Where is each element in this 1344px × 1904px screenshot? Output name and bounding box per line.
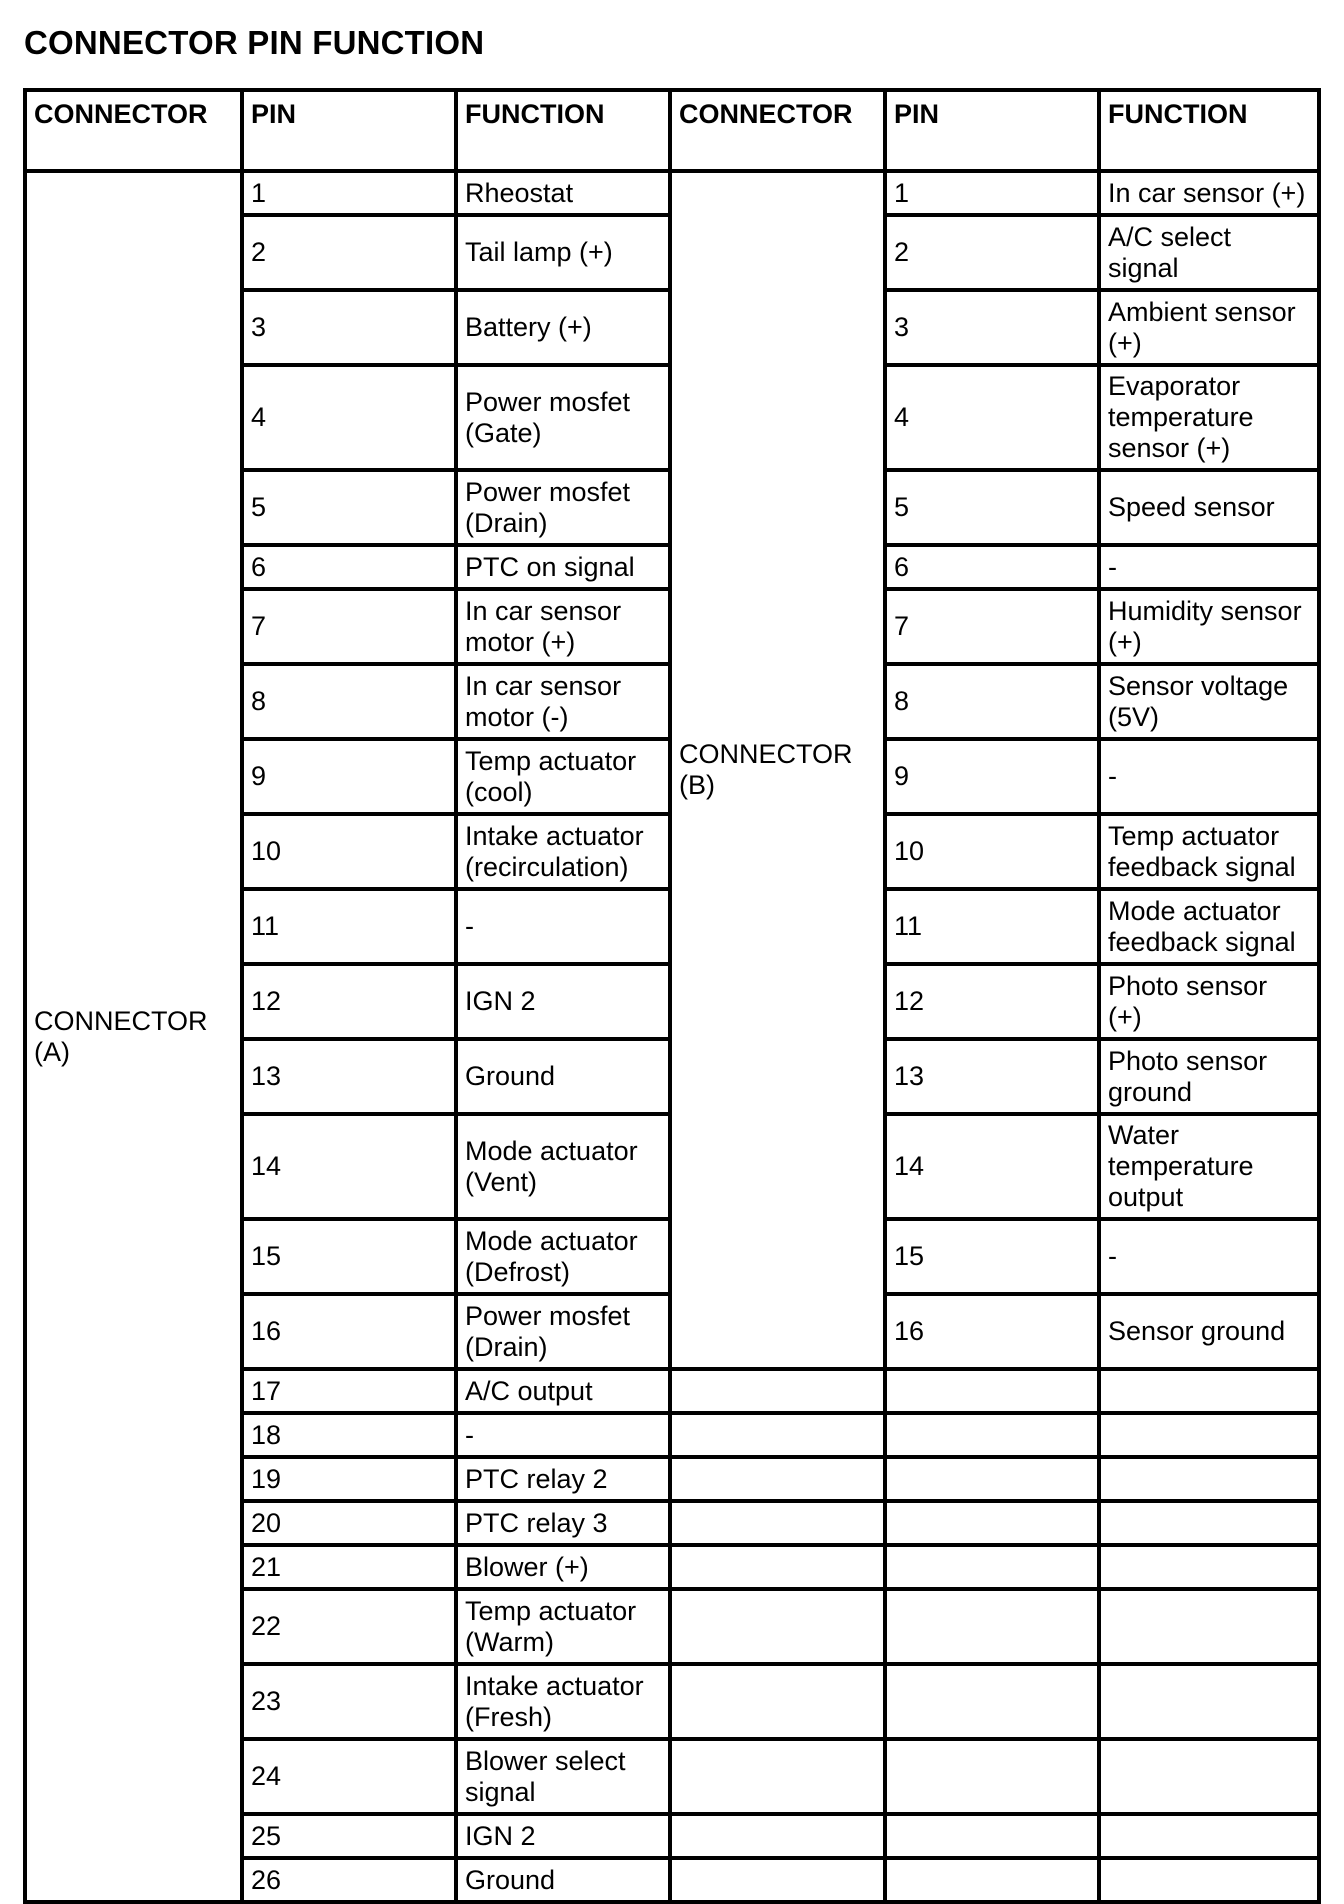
pin-function-b: Mode actuator feedback signal [1101, 891, 1317, 966]
pin-number-a: 8 [244, 666, 458, 741]
pin-function-a: PTC on signal [458, 547, 672, 591]
pin-number-a: 16 [244, 1296, 458, 1371]
pin-number-a: 12 [244, 966, 458, 1041]
pin-number-a: 15 [244, 1221, 458, 1296]
pin-number-a: 7 [244, 591, 458, 666]
pin-function-a: IGN 2 [458, 966, 672, 1041]
pin-number-b: 16 [887, 1296, 1101, 1371]
pin-number-a: 24 [244, 1741, 458, 1816]
pin-number-b: 11 [887, 891, 1101, 966]
pin-number-b [887, 1741, 1101, 1816]
connector-b-empty-cell [672, 1591, 887, 1666]
pin-number-b: 6 [887, 547, 1101, 591]
pin-function-b [1101, 1591, 1317, 1666]
connector-b-empty-cell [672, 1371, 887, 1415]
pin-number-a: 3 [244, 292, 458, 367]
pin-number-b [887, 1860, 1101, 1900]
pin-number-a: 20 [244, 1503, 458, 1547]
pin-number-b [887, 1816, 1101, 1860]
pin-number-b: 13 [887, 1041, 1101, 1116]
pin-function-b: In car sensor (+) [1101, 173, 1317, 217]
pin-number-a: 19 [244, 1459, 458, 1503]
pin-function-b: Sensor voltage (5V) [1101, 666, 1317, 741]
connector-b-empty-cell [672, 1666, 887, 1741]
pin-number-a: 2 [244, 217, 458, 292]
pin-number-a: 10 [244, 816, 458, 891]
connector-a-label: CONNECTOR (A) [27, 173, 244, 1900]
connector-b-empty-cell [672, 1547, 887, 1591]
pin-number-a: 18 [244, 1415, 458, 1459]
connector-b-empty-cell [672, 1741, 887, 1816]
pin-function-a: Temp actuator (Warm) [458, 1591, 672, 1666]
pin-function-b: Evaporator temperature sensor (+) [1101, 367, 1317, 472]
pin-number-b: 9 [887, 741, 1101, 816]
pin-number-a: 25 [244, 1816, 458, 1860]
header-function-a: FUNCTION [458, 92, 672, 173]
pin-function-a: A/C output [458, 1371, 672, 1415]
pin-number-b: 5 [887, 472, 1101, 547]
pin-function-a: Rheostat [458, 173, 672, 217]
pin-function-a: Ground [458, 1860, 672, 1900]
pin-function-a: In car sensor motor (+) [458, 591, 672, 666]
pin-function-a: Intake actuator (Fresh) [458, 1666, 672, 1741]
pin-function-b: Photo sensor ground [1101, 1041, 1317, 1116]
pin-function-a: Power mosfet (Gate) [458, 367, 672, 472]
pin-function-b: Water temperature output [1101, 1116, 1317, 1221]
pin-number-b: 2 [887, 217, 1101, 292]
pin-function-b [1101, 1666, 1317, 1741]
pin-function-b [1101, 1547, 1317, 1591]
connector-b-empty-cell [672, 1503, 887, 1547]
pin-number-a: 4 [244, 367, 458, 472]
pin-function-b [1101, 1503, 1317, 1547]
pin-function-b: A/C select signal [1101, 217, 1317, 292]
pin-function-b: - [1101, 741, 1317, 816]
pin-number-b [887, 1503, 1101, 1547]
pin-function-b [1101, 1860, 1317, 1900]
pin-function-b [1101, 1415, 1317, 1459]
pin-function-table [23, 88, 1321, 1904]
pin-function-b: Photo sensor (+) [1101, 966, 1317, 1041]
pin-function-a: Blower (+) [458, 1547, 672, 1591]
pin-number-b [887, 1591, 1101, 1666]
header-pin-b: PIN [887, 92, 1101, 173]
table-row [27, 173, 1317, 217]
pin-function-a: Ground [458, 1041, 672, 1116]
pin-number-b: 14 [887, 1116, 1101, 1221]
pin-function-a: PTC relay 2 [458, 1459, 672, 1503]
pin-function-b [1101, 1741, 1317, 1816]
header-pin-a: PIN [244, 92, 458, 173]
pin-number-a: 6 [244, 547, 458, 591]
pin-number-b: 1 [887, 173, 1101, 217]
pin-function-a: - [458, 1415, 672, 1459]
pin-function-a: Intake actuator (recirculation) [458, 816, 672, 891]
pin-function-b: Ambient sensor (+) [1101, 292, 1317, 367]
pin-function-a: Tail lamp (+) [458, 217, 672, 292]
header-function-b: FUNCTION [1101, 92, 1317, 173]
pin-number-a: 22 [244, 1591, 458, 1666]
pin-number-a: 13 [244, 1041, 458, 1116]
pin-function-b: Temp actuator feedback signal [1101, 816, 1317, 891]
pin-number-a: 11 [244, 891, 458, 966]
page-title: CONNECTOR PIN FUNCTION [24, 24, 485, 61]
pin-number-b [887, 1547, 1101, 1591]
connector-b-empty-cell [672, 1459, 887, 1503]
pin-number-b [887, 1371, 1101, 1415]
pin-function-b [1101, 1816, 1317, 1860]
pin-number-a: 9 [244, 741, 458, 816]
pin-function-a: Blower select signal [458, 1741, 672, 1816]
pin-number-a: 21 [244, 1547, 458, 1591]
pin-function-b [1101, 1459, 1317, 1503]
pin-function-a: In car sensor motor (-) [458, 666, 672, 741]
pin-number-b: 3 [887, 292, 1101, 367]
pin-number-a: 1 [244, 173, 458, 217]
pin-number-b [887, 1666, 1101, 1741]
pin-number-b: 15 [887, 1221, 1101, 1296]
pin-function-a: - [458, 891, 672, 966]
pin-number-b: 8 [887, 666, 1101, 741]
header-connector-a: CONNECTOR [27, 92, 244, 173]
pin-function-b: - [1101, 1221, 1317, 1296]
pin-function-b [1101, 1371, 1317, 1415]
pin-function-a: Battery (+) [458, 292, 672, 367]
pin-number-b [887, 1459, 1101, 1503]
header-connector-b: CONNECTOR [672, 92, 887, 173]
pin-number-a: 17 [244, 1371, 458, 1415]
header-row [27, 92, 1317, 173]
pin-number-a: 14 [244, 1116, 458, 1221]
connector-b-empty-cell [672, 1860, 887, 1900]
pin-function-a: IGN 2 [458, 1816, 672, 1860]
pin-number-a: 23 [244, 1666, 458, 1741]
pin-number-b: 10 [887, 816, 1101, 891]
pin-number-a: 26 [244, 1860, 458, 1900]
pin-function-b: Speed sensor [1101, 472, 1317, 547]
pin-function-a: PTC relay 3 [458, 1503, 672, 1547]
connector-b-empty-cell [672, 1415, 887, 1459]
pin-number-b: 7 [887, 591, 1101, 666]
pin-function-b: Humidity sensor (+) [1101, 591, 1317, 666]
pin-function-a: Power mosfet (Drain) [458, 1296, 672, 1371]
pin-function-a: Temp actuator (cool) [458, 741, 672, 816]
pin-function-a: Mode actuator (Vent) [458, 1116, 672, 1221]
pin-number-b: 4 [887, 367, 1101, 472]
connector-b-label: CONNECTOR (B) [672, 173, 887, 1371]
pin-function-b: Sensor ground [1101, 1296, 1317, 1371]
pin-number-b: 12 [887, 966, 1101, 1041]
pin-function-b: - [1101, 547, 1317, 591]
pin-number-a: 5 [244, 472, 458, 547]
pin-function-a: Power mosfet (Drain) [458, 472, 672, 547]
connector-b-empty-cell [672, 1816, 887, 1860]
pin-function-a: Mode actuator (Defrost) [458, 1221, 672, 1296]
pin-number-b [887, 1415, 1101, 1459]
